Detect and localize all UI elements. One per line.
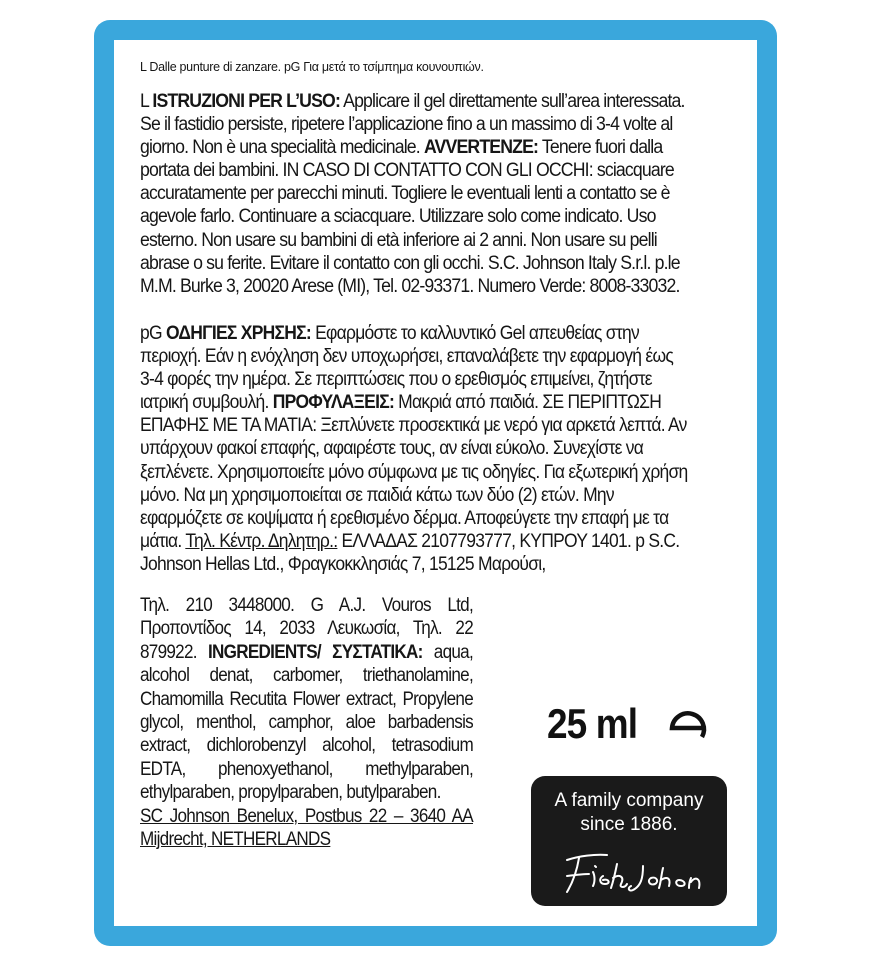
greek-warning-heading: ΠΡΟΦΥΛΑΞΕΙΣ: — [272, 392, 395, 414]
family-company-badge — [531, 776, 727, 906]
italian-prefix: L — [140, 91, 153, 112]
italian-heading: ISTRUZIONI PER L’USO: — [152, 91, 341, 112]
ingredients-list: aqua, alcohol denat, carbomer, triethanolamine, Chamomilla Recutita Flower extract, Propylene glycol, menthol, camphor, aloe barbadensis extract, dichlorobenzyl alcohol, tetrasodium EDTA, phenoxyethanol, methylparaben, ethylparaben, propylparaben, butylparaben. — [140, 641, 473, 804]
greek-text-3: ΕΛΛΑΔΑΣ 2107793777, ΚΥΠΡΟΥ 1401. p S.C. Johnson Hellas Ltd., Φραγκοκκλησιάς 7, 15125 Μαρούσι, — [140, 530, 680, 575]
signature-icon — [545, 842, 713, 898]
usage-line: L Dalle punture di zanzare. pG Για μετά το τσίμπημα κουνουπιών. — [140, 60, 484, 74]
italian-text-2: Tenere fuori dalla portata dei bambini. IN CASO DI CONTATTO CON GLI OCCHI: sciacquare accuratamente per parecchi minuti. Togliere le eventuali lenti a contatto se è agevole farlo. Continuare a sciacquare. Utilizzare solo come indicato. Uso esterno. Non usare su bambini di età inferiore ai 2 anni. Non usare su pelli abrase o su ferite. Evitare il contatto con gli occhi. S.C. Johnson Italy S.r.l. p.le M.M. Burke 3, 20020 Arese (MI), Tel. 02-93371. Numero Verde: 8008-33032. — [140, 137, 680, 297]
greek-heading: ΟΔΗΓΙΕΣ ΧΡΗΣΗΣ: — [165, 323, 311, 344]
e-mark-icon — [666, 706, 710, 750]
italian-text-1: Applicare il gel direttamente sull’area interessata. Se il fastidio persiste, ripetere l’applicazione fino a un massimo di 3-4 volte al giorno. Non è una specialità medicinale. — [140, 91, 685, 159]
greek-hotline-label: Τηλ. Κέντρ. Δηλητηρ.: — [185, 530, 338, 552]
italian-warning-heading: AVVERTENZE: — [423, 137, 539, 159]
greek-text-2: Μακριά από παιδιά. ΣΕ ΠΕΡΙΠΤΩΣΗ ΕΠΑΦΗΣ ΜΕ ΤΑ ΜΑΤΙΑ: Ξεπλύνετε προσεκτικά με νερό για αρκετά λεπτά. Αν υπάρχουν φακοί επαφής, αφαιρέστε τους, αν είναι εύκολο. Συνεχίστε να ξεπλένετε. Χρησιμοποιείτε μόνο σύμφωνα με τις οδηγίες. Για εξωτερική χρήση μόνο. Να μη χρησιμοποιείται σε παιδιά κάτω των δύο (2) ετών. Μην εφαρμόζετε σε κοψίματα ή ερεθισμένο δέρμα. Αποφεύγετε την επαφή με τα μάτια. — [140, 392, 688, 552]
badge-line-2: since 1886. — [580, 814, 678, 835]
badge-line-1: A family company — [554, 790, 704, 811]
ingredients-heading: INGREDIENTS/ ΣΥΣΤΑΤΙΚΑ: — [207, 641, 423, 663]
italian-instructions — [140, 90, 689, 298]
ingredients-block — [140, 594, 473, 851]
greek-instructions — [140, 322, 690, 576]
cyprus-contact: Τηλ. 210 3448000. G A.J. Vouros Ltd, Προποντίδος 14, 2033 Λευκωσία, Τηλ. 22 879922. — [140, 595, 473, 663]
greek-prefix: pG — [140, 323, 166, 344]
greek-text-1: Εφαρμόστε το καλλυντικό Gel απευθείας στην περιοχή. Εάν η ενόχληση δεν υποχωρήσει, επαναλάβετε την εφαρμογή έως 3-4 φορές την ημέρα. Σε περιπτώσεις που ο ερεθισμός επιμείνει, ζητήστε ιατρική συμβουλή. — [140, 323, 674, 414]
quantity: 25 ml — [547, 700, 638, 747]
benelux-address: SC Johnson Benelux, Postbus 22 – 3640 AA Mijdrecht, NETHERLANDS — [140, 805, 473, 851]
